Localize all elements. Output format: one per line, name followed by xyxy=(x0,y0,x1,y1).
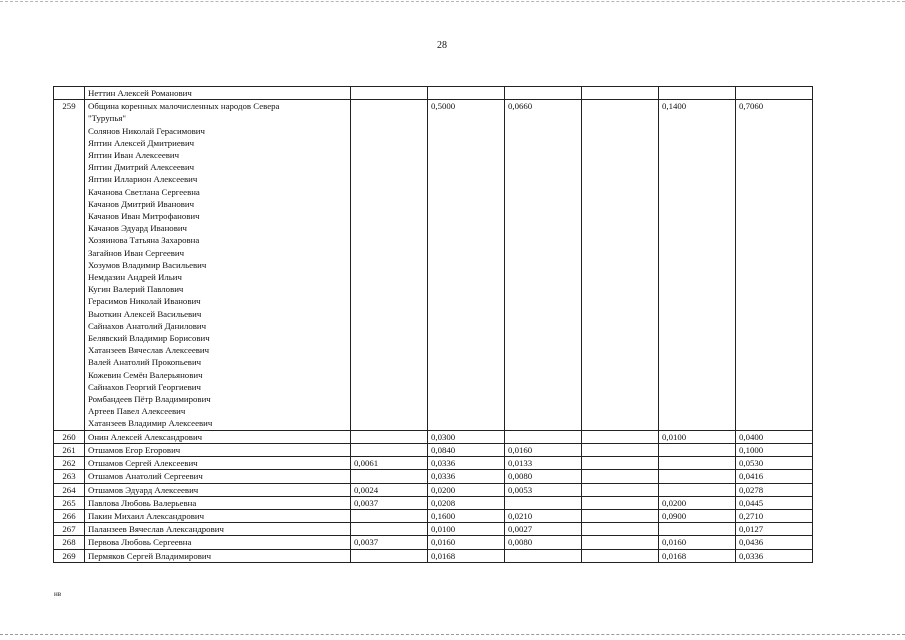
member-name-line: Загайнов Иван Сергеевич xyxy=(88,247,185,258)
organization-name-line: Община коренных малочисленных народов Севера xyxy=(88,101,280,112)
value-cell-6: 0,0336 xyxy=(736,549,813,562)
value-cell-3 xyxy=(505,496,582,509)
value-cell-5 xyxy=(659,443,736,456)
cell-empty xyxy=(659,87,736,100)
row-name: Отшамов Анатолий Сергеевич xyxy=(85,470,351,483)
value-cell-4 xyxy=(582,549,659,562)
table-row xyxy=(54,430,813,443)
row-number: 259 xyxy=(54,100,85,430)
member-name-line: Выоткин Алексей Васильевич xyxy=(88,308,202,319)
table-row xyxy=(54,470,813,483)
allocation-table xyxy=(53,86,813,563)
row-number: 269 xyxy=(54,549,85,562)
table-row xyxy=(54,536,813,549)
scan-bottom-edge xyxy=(0,634,905,635)
value-cell-1 xyxy=(351,470,428,483)
group-names-cell xyxy=(85,100,351,430)
member-name-line: Кугин Валерий Павлович xyxy=(88,284,184,295)
value-cell-3: 0,0160 xyxy=(505,443,582,456)
member-name-line: Кожевин Семён Валерьянович xyxy=(88,369,203,380)
value-cell-1 xyxy=(351,509,428,522)
member-name-line: Сайнахов Георгий Георгиевич xyxy=(88,381,201,392)
row-number: 260 xyxy=(54,430,85,443)
row-name: Отшамов Эдуард Алексеевич xyxy=(85,483,351,496)
value-cell-1: 0,0037 xyxy=(351,496,428,509)
value-cell-5: 0,0200 xyxy=(659,496,736,509)
value-cell-1: 0,0037 xyxy=(351,536,428,549)
value-cell-6: 0,0278 xyxy=(736,483,813,496)
member-name-line: Герасимов Николай Иванович xyxy=(88,296,201,307)
member-name-line: Яптин Дмитрий Алексеевич xyxy=(88,162,195,173)
member-name-line: Качанов Иван Митрофанович xyxy=(88,211,200,222)
row-number: 267 xyxy=(54,523,85,536)
value-cell-2: 0,0200 xyxy=(428,483,505,496)
cell-empty xyxy=(736,87,813,100)
member-name-line: Хозумов Владимир Васильевич xyxy=(88,259,207,270)
organization-name-line: "Турупья" xyxy=(88,113,126,124)
member-name-line: Хатанзеев Владимир Алексеевич xyxy=(88,418,213,429)
row-number: 266 xyxy=(54,509,85,522)
value-cell-4 xyxy=(582,523,659,536)
member-name-line: Хатанзеев Вячеслав Алексеевич xyxy=(88,345,210,356)
value-cell-4 xyxy=(582,457,659,470)
value-cell-6: 0,0416 xyxy=(736,470,813,483)
cell-empty xyxy=(428,87,505,100)
row-name: Пакин Михаил Александрович xyxy=(85,509,351,522)
group-row xyxy=(54,100,813,430)
value-cell-4 xyxy=(582,470,659,483)
value-cell-6: 0,0400 xyxy=(736,430,813,443)
row-name: Онин Алексей Александрович xyxy=(85,430,351,443)
value-cell-4 xyxy=(582,496,659,509)
row-number: 264 xyxy=(54,483,85,496)
value-cell-5 xyxy=(659,457,736,470)
row-number: 263 xyxy=(54,470,85,483)
value-cell-5 xyxy=(659,470,736,483)
member-name-line: Качанов Эдуард Иванович xyxy=(88,223,187,234)
row-number: 261 xyxy=(54,443,85,456)
row-name: Первова Любовь Сергеевна xyxy=(85,536,351,549)
member-name-line: Солянов Николай Герасимович xyxy=(88,125,205,136)
member-name-line: Валей Анатолий Прокопьевич xyxy=(88,357,202,368)
value-cell-3: 0,0133 xyxy=(505,457,582,470)
value-cell-3: 0,0210 xyxy=(505,509,582,522)
value-cell-6: 0,0127 xyxy=(736,523,813,536)
row-number: 268 xyxy=(54,536,85,549)
footer-mark: нв xyxy=(54,590,62,598)
value-cell-5 xyxy=(659,523,736,536)
member-name-line: Яптин Иван Алексеевич xyxy=(88,150,180,161)
value-cell-6: 0,0445 xyxy=(736,496,813,509)
value-cell-3 xyxy=(505,430,582,443)
row-name: Паланзеев Вячеслав Александрович xyxy=(85,523,351,536)
value-cell-1: 0,0024 xyxy=(351,483,428,496)
row-name: Пермяков Сергей Владимирович xyxy=(85,549,351,562)
cell-empty xyxy=(582,87,659,100)
value-cell-3 xyxy=(505,549,582,562)
member-name-line: Яптин Илларион Алексеевич xyxy=(88,174,198,185)
value-cell-6: 0,0530 xyxy=(736,457,813,470)
value-cell-3: 0,0053 xyxy=(505,483,582,496)
member-name-line: Ромбандеев Пётр Владимирович xyxy=(88,394,211,405)
value-cell-4 xyxy=(582,100,659,430)
value-cell-1 xyxy=(351,430,428,443)
value-cell-6: 0,2710 xyxy=(736,509,813,522)
page-number: 28 xyxy=(437,40,447,51)
member-name-line: Белявский Владимир Борисович xyxy=(88,333,210,344)
table-row xyxy=(54,457,813,470)
row-number: 262 xyxy=(54,457,85,470)
table-row xyxy=(54,509,813,522)
value-cell-4 xyxy=(582,536,659,549)
value-cell-5: 0,0100 xyxy=(659,430,736,443)
value-cell-1 xyxy=(351,549,428,562)
table-row xyxy=(54,443,813,456)
value-cell-1: 0,0061 xyxy=(351,457,428,470)
scan-top-edge xyxy=(0,1,905,2)
member-name-line: Сайнахов Анатолий Данилович xyxy=(88,320,207,331)
value-cell-4 xyxy=(582,509,659,522)
value-cell-2: 0,5000 xyxy=(428,100,505,430)
value-cell-1 xyxy=(351,523,428,536)
cell-empty xyxy=(505,87,582,100)
value-cell-5: 0,0160 xyxy=(659,536,736,549)
row-number xyxy=(54,87,85,100)
value-cell-3: 0,0660 xyxy=(505,100,582,430)
value-cell-3: 0,0027 xyxy=(505,523,582,536)
value-cell-2: 0,1600 xyxy=(428,509,505,522)
value-cell-4 xyxy=(582,483,659,496)
value-cell-6: 0,1000 xyxy=(736,443,813,456)
member-name-line: Артеев Павел Алексеевич xyxy=(88,406,186,417)
value-cell-1 xyxy=(351,443,428,456)
member-name-line: Качанов Дмитрий Иванович xyxy=(88,198,195,209)
row-name: Неттин Алексей Романович xyxy=(85,87,351,100)
row-name: Отшамов Сергей Алексеевич xyxy=(85,457,351,470)
value-cell-2: 0,0336 xyxy=(428,457,505,470)
table-row xyxy=(54,496,813,509)
row-name: Павлова Любовь Валерьевна xyxy=(85,496,351,509)
value-cell-2: 0,0160 xyxy=(428,536,505,549)
cell-empty xyxy=(351,87,428,100)
value-cell-3: 0,0080 xyxy=(505,536,582,549)
value-cell-5: 0,1400 xyxy=(659,100,736,430)
member-name-line: Качанова Светлана Сергеевна xyxy=(88,186,200,197)
value-cell-5: 0,0900 xyxy=(659,509,736,522)
value-cell-5: 0,0168 xyxy=(659,549,736,562)
value-cell-3: 0,0080 xyxy=(505,470,582,483)
value-cell-2: 0,0168 xyxy=(428,549,505,562)
table-row xyxy=(54,523,813,536)
value-cell-2: 0,0300 xyxy=(428,430,505,443)
member-name-line: Хозяинова Татьяна Захаровна xyxy=(88,235,200,246)
value-cell-2: 0,0100 xyxy=(428,523,505,536)
value-cell-2: 0,0840 xyxy=(428,443,505,456)
value-cell-5 xyxy=(659,483,736,496)
table-row xyxy=(54,549,813,562)
value-cell-4 xyxy=(582,443,659,456)
row-number: 265 xyxy=(54,496,85,509)
table-row xyxy=(54,483,813,496)
value-cell-2: 0,0336 xyxy=(428,470,505,483)
value-cell-1 xyxy=(351,100,428,430)
member-name-line: Немдазин Андрей Ильич xyxy=(88,272,182,283)
continuation-row xyxy=(54,87,813,100)
value-cell-6: 0,0436 xyxy=(736,536,813,549)
value-cell-6: 0,7060 xyxy=(736,100,813,430)
value-cell-2: 0,0208 xyxy=(428,496,505,509)
value-cell-4 xyxy=(582,430,659,443)
member-name-line: Яптин Алексей Дмитриевич xyxy=(88,137,195,148)
row-name: Отшамов Егор Егорович xyxy=(85,443,351,456)
